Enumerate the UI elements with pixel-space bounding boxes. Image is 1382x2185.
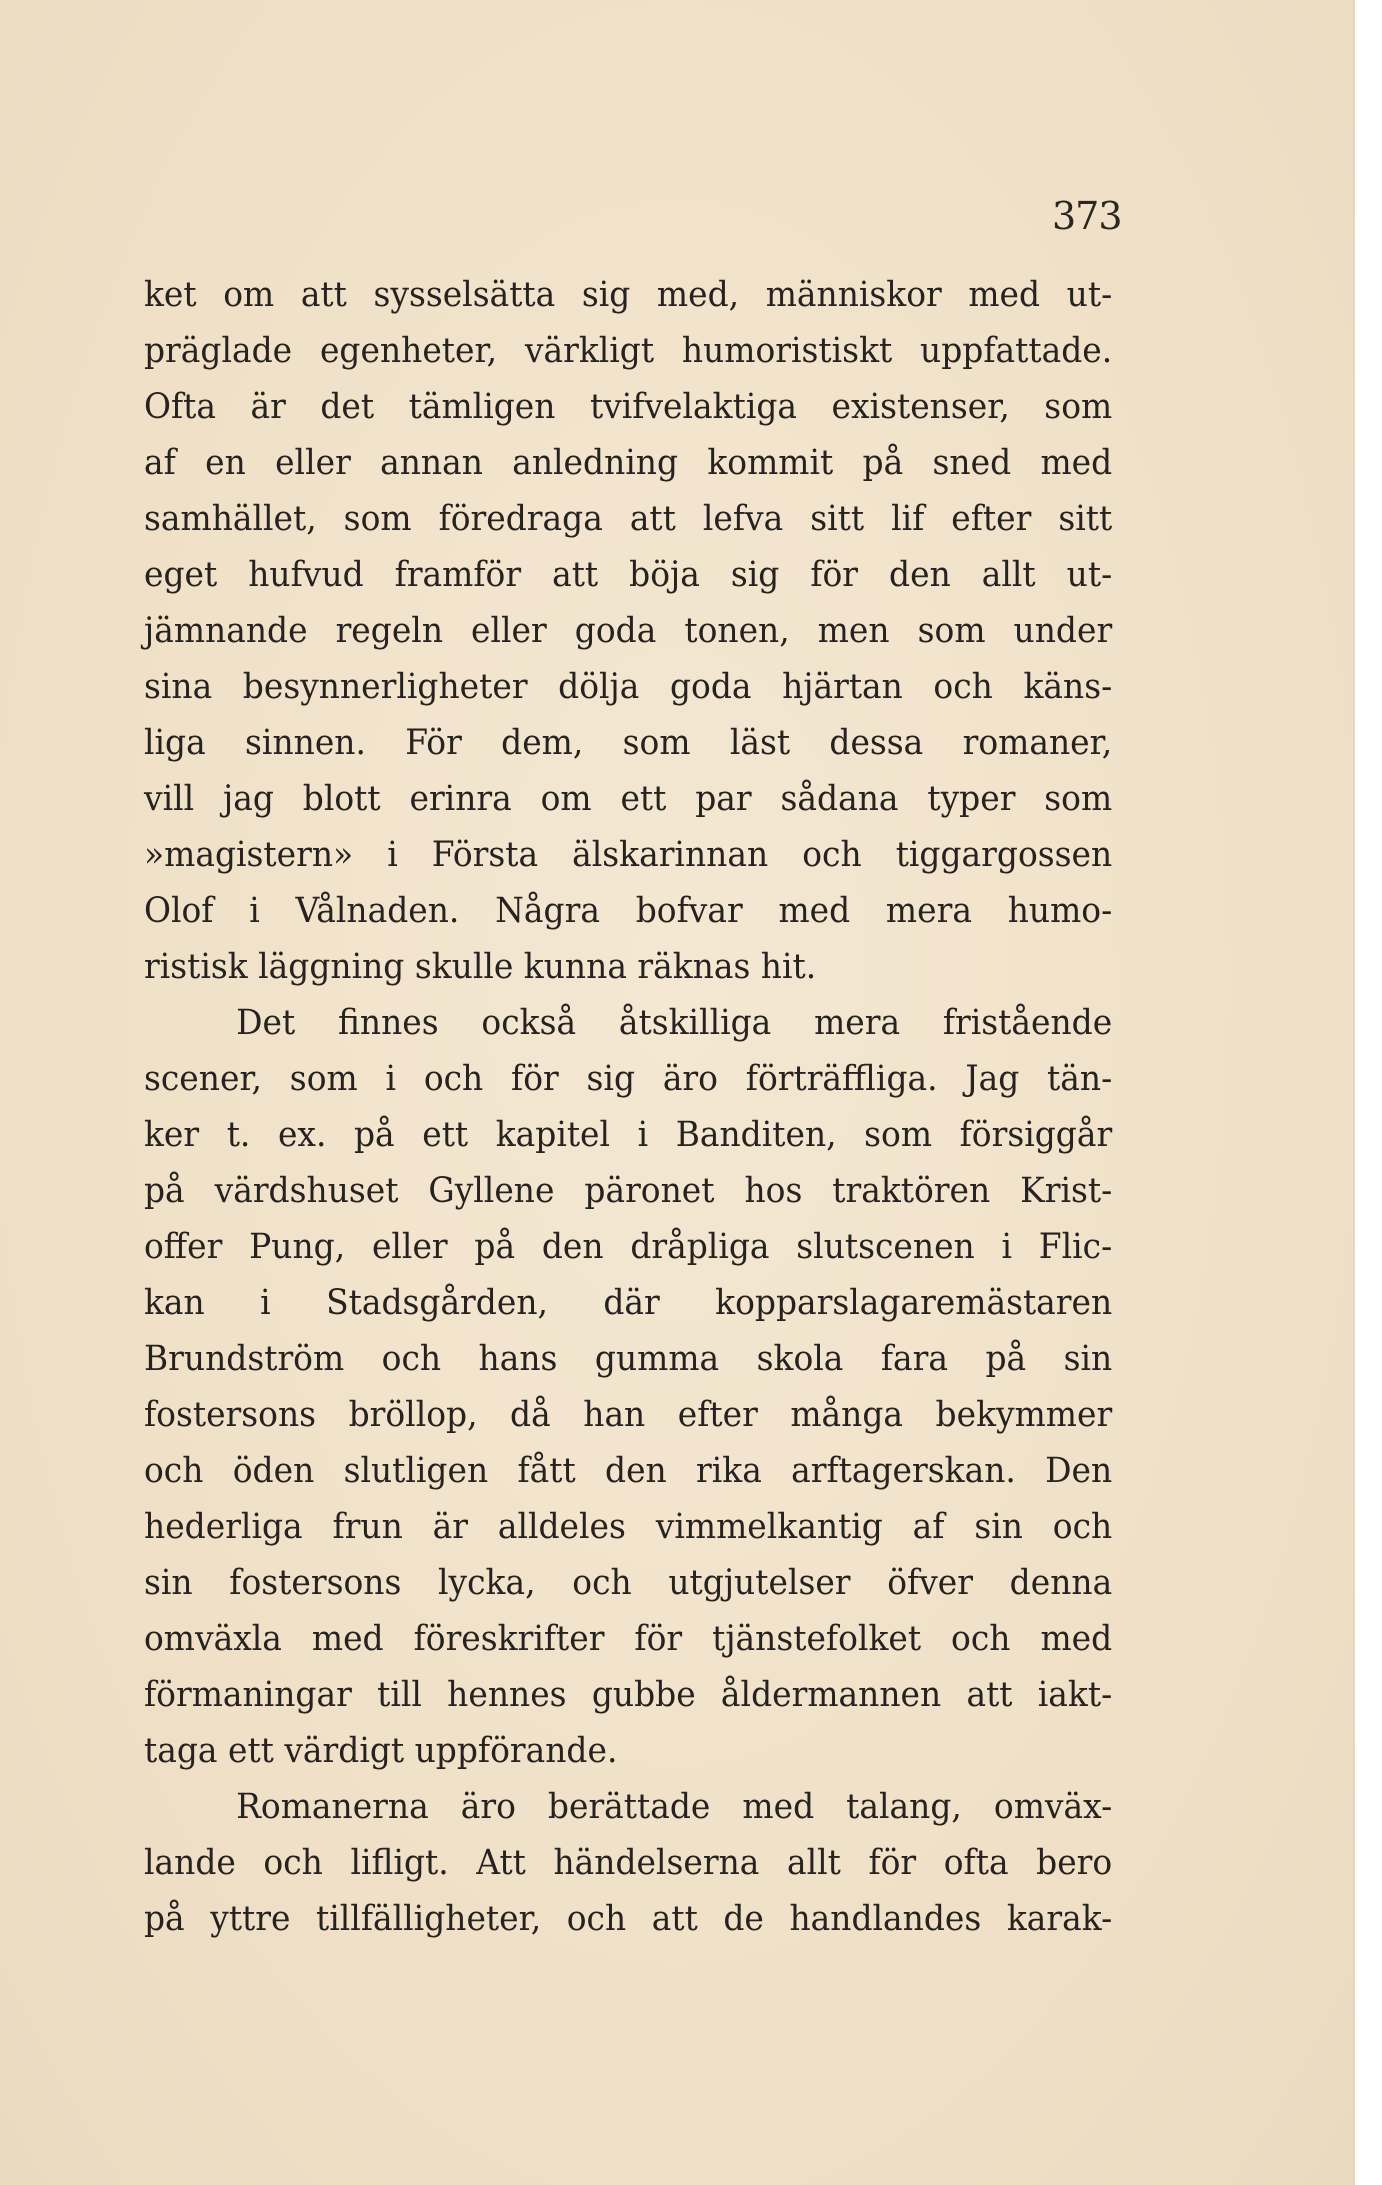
- text-line: Olof i Vålnaden. Några bofvar med mera humo-: [144, 891, 1113, 931]
- text-line: »magistern» i Första älskarinnan och tiggargossen: [144, 835, 1113, 875]
- text-line: Brundström och hans gumma skola fara på sin: [144, 1339, 1113, 1379]
- text-line: Romanerna äro berättade med talang, omväx-: [236, 1787, 1113, 1827]
- text-line: ristisk läggning skulle kunna räknas hit.: [144, 947, 817, 987]
- text-line: på yttre tillfälligheter, och att de handlandes karak-: [144, 1899, 1113, 1939]
- text-line: fostersons bröllop, då han efter många bekymmer: [144, 1395, 1113, 1435]
- text-line: vill jag blott erinra om ett par sådana typer som: [144, 779, 1113, 819]
- text-line: Ofta är det tämligen tvifvelaktiga existenser, som: [144, 387, 1113, 427]
- text-line: Det finnes också åtskilliga mera fristående: [236, 1003, 1113, 1043]
- text-line: sin fostersons lycka, och utgjutelser öfver denna: [144, 1563, 1113, 1603]
- text-line: och öden slutligen fått den rika arftagerskan. Den: [144, 1451, 1113, 1491]
- text-line: liga sinnen. För dem, som läst dessa romaner,: [144, 723, 1113, 763]
- text-line: scener, som i och för sig äro förträffliga. Jag tän-: [144, 1059, 1113, 1099]
- text-line: förmaningar till hennes gubbe åldermannen att iakt-: [144, 1675, 1113, 1715]
- text-line: offer Pung, eller på den dråpliga slutscenen i Flic-: [144, 1227, 1113, 1267]
- text-line: taga ett värdigt uppförande.: [144, 1731, 618, 1771]
- page-number: 373: [1052, 194, 1122, 238]
- text-line: omväxla med föreskrifter för tjänstefolket och med: [144, 1619, 1113, 1659]
- text-line: präglade egenheter, värkligt humoristiskt uppfattade.: [144, 331, 1113, 371]
- text-line: lande och lifligt. Att händelserna allt för ofta bero: [144, 1843, 1113, 1883]
- text-line: af en eller annan anledning kommit på sned med: [144, 443, 1113, 483]
- text-line: samhället, som föredraga att lefva sitt lif efter sitt: [144, 499, 1113, 539]
- text-line: jämnande regeln eller goda tonen, men som under: [144, 611, 1113, 651]
- text-line: eget hufvud framför att böja sig för den allt ut-: [144, 555, 1113, 595]
- text-line: hederliga frun är alldeles vimmelkantig af sin och: [144, 1507, 1113, 1547]
- text-line: sina besynnerligheter dölja goda hjärtan och käns-: [144, 667, 1113, 707]
- text-line: kan i Stadsgården, där kopparslagaremästaren: [144, 1283, 1113, 1323]
- text-line: ker t. ex. på ett kapitel i Banditen, som försiggår: [144, 1115, 1113, 1155]
- text-line: ket om att sysselsätta sig med, människor med ut-: [144, 275, 1113, 315]
- text-line: på värdshuset Gyllene päronet hos traktören Krist-: [144, 1171, 1113, 1211]
